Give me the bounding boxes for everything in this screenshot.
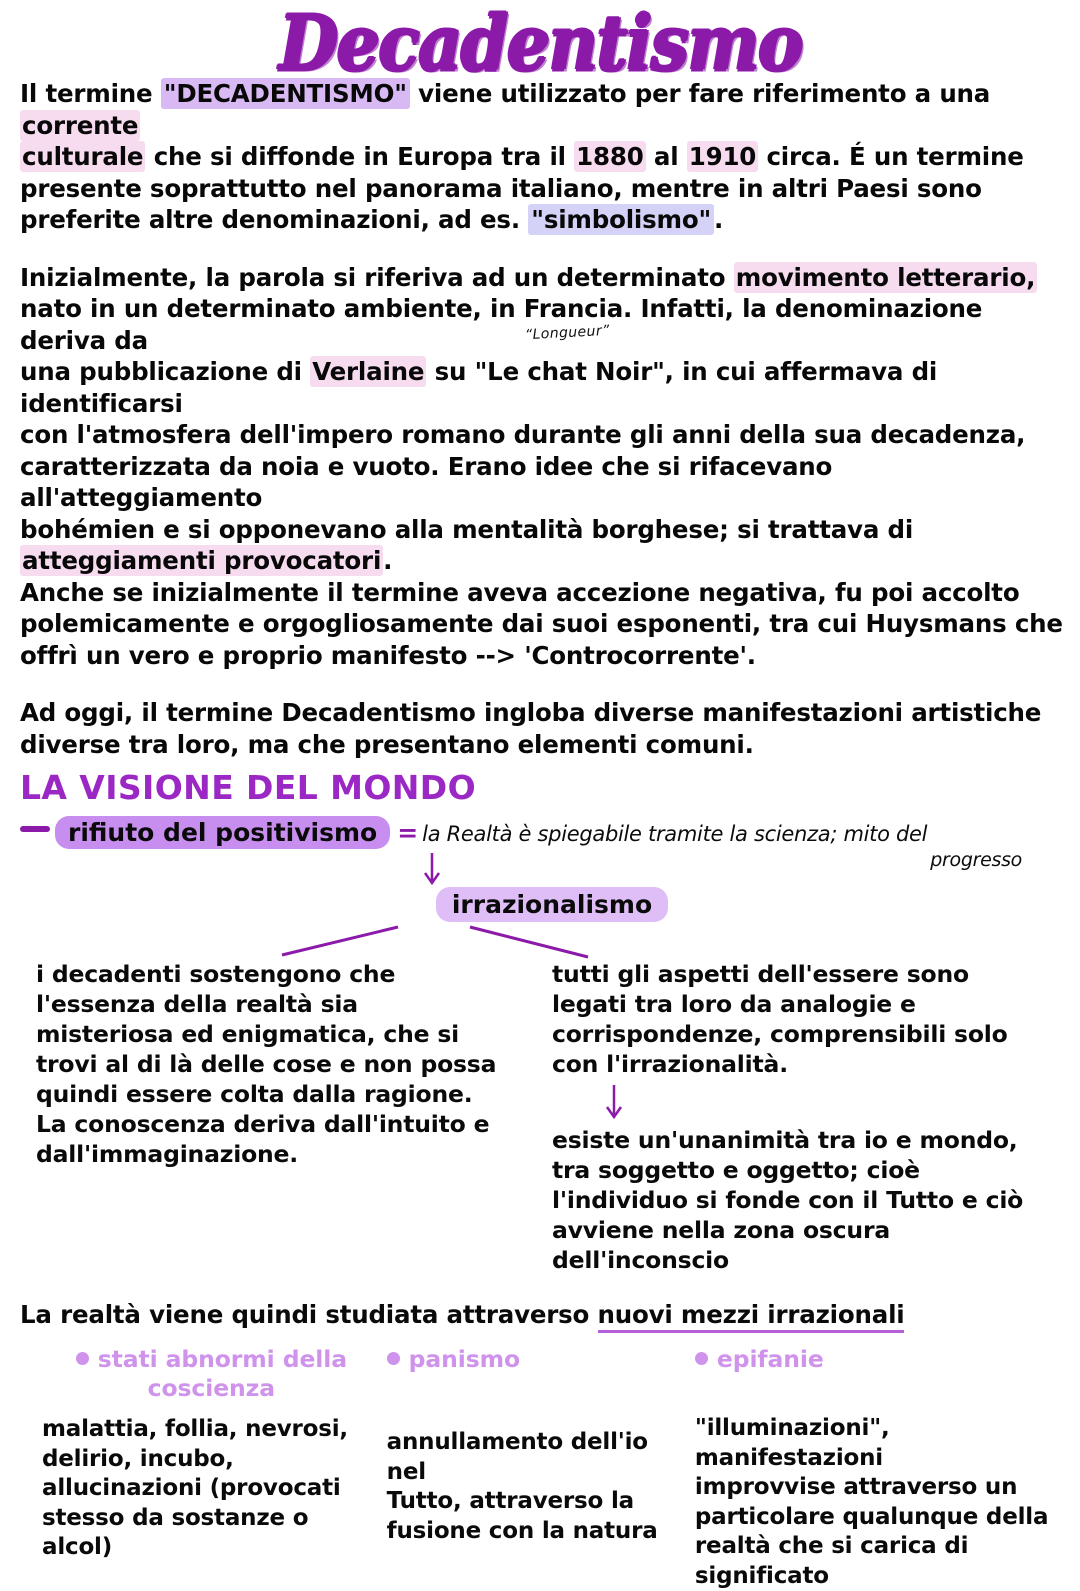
arrow-down-to-irrazionalismo-icon [20,851,1080,891]
arrow-down-container [20,851,1064,889]
branch-connectors-container [20,921,1064,959]
p4-line-2: diverse tra loro, ma che presentano elementi comuni. [20,729,754,759]
spacer [20,760,1064,768]
intro-line-3: presente soprattutto nel panorama italiano, mentre in altri Paesi sono [20,173,982,203]
brb-line-5: dell'inconscio [552,1246,729,1274]
highlight-atteggiamenti-provocatori: atteggiamenti provocatori [22,546,382,575]
bullet-1-label-l1: stati abnormi della [97,1345,347,1373]
bullet-1-label-l2: coscienza [147,1374,276,1402]
intro-text-7: . [714,205,724,234]
b3-l3: particolare qualunque della [694,1503,1049,1530]
p2-line-5: caratterizzata da noia e vuoto. Erano idee che si rifacevano all'atteggiamento [20,451,833,512]
p3-line-1: Anche se inizialmente il termine aveva accezione negativa, fu poi accolto [20,577,1020,607]
diagram-row-irrazionalismo [20,889,1064,921]
bottom-lead-a: La realtà viene quindi studiata attraverso [20,1300,598,1329]
handwritten-note-line-1: la Realtà è spiegabile tramite la scienza; mito del [422,822,928,846]
bullet-dot-icon [387,1352,400,1365]
paragraph-huysmans [20,577,1064,672]
bottom-body-2 [387,1428,685,1546]
bullet-heading-1 [42,1345,375,1403]
concept-diagram [20,816,1064,1275]
p3-line-3: offrì un vero e proprio manifesto --> 'Controcorrente'. [20,640,756,670]
intro-text-5: circa. É un termine [758,142,1024,171]
handwritten-note-line-2: progresso [930,849,1022,871]
title-bar [0,0,1080,89]
paragraph-ad-oggi [20,697,1064,760]
bullet-3-label-l1: epifanie [716,1345,824,1373]
document-body [0,78,1080,1591]
brb-line-4: avviene nella zona oscura [552,1216,890,1244]
highlight-culturale: culturale [22,142,144,171]
spacer [42,1403,375,1415]
p2-text-2: una pubblicazione di [20,357,311,386]
intro-paragraph [20,78,1064,236]
highlight-year-1910: 1910 [688,142,757,171]
p2-line-2: nato in un determinato ambiente, in Francia. Infatti, la denominazione deriva da [20,294,983,355]
bottom-body-3 [695,1414,1064,1591]
diagram-column-left [20,959,520,1275]
highlight-year-1880: 1880 [576,142,644,171]
p2-text-3: su "Le chat Noir", in cui affermava di identificarsi [20,357,938,418]
highlight-decadentismo: "DECADENTISMO" [161,78,410,109]
bottom-three-columns [20,1345,1064,1591]
arrow-down-right-container [552,1079,1060,1125]
b3-l4: realtà che si carica di [694,1533,969,1559]
branch-right-bottom-text [552,1125,1060,1275]
bullet-dot-icon [695,1352,708,1365]
p2-line-4: con l'atmosfera dell'impero romano durante gli anni della sua decadenza, [20,420,1026,449]
spacer [20,671,1064,697]
highlight-corrente: corrente [22,110,139,140]
highlight-verlaine: Verlaine [312,357,425,386]
arrow-down-to-unanimita-icon [552,1079,1080,1125]
spacer [695,1374,1064,1414]
section-heading-visione-del-mondo: LA VISIONE DEL MONDO [20,768,477,807]
page-title: Decadentismo [278,0,802,89]
bl-line-2: l'essenza della realtà sia [36,990,358,1018]
bottom-lead-text [20,1299,1064,1331]
node-rifiuto-del-positivismo: rifiuto del positivismo [55,816,390,849]
p4-line-1: Ad oggi, il termine Decadentismo ingloba diverse manifestazioni artistiche [20,698,1042,727]
b1-l4: stesso da sostanze o [42,1504,309,1531]
bl-line-7: dall'immaginazione. [36,1140,299,1168]
b1-l2: delirio, incubo, [42,1445,234,1472]
spacer [387,1374,685,1428]
b1-l1: malattia, follia, nevrosi, [42,1416,348,1442]
dash-icon [20,826,50,832]
bullet-heading-2 [387,1345,685,1374]
brt-line-3: corrispondenze, comprensibili solo [552,1020,1008,1048]
intro-text-6: preferite altre denominazioni, ad es. [20,205,529,234]
diagram-two-columns [20,959,1064,1275]
bl-line-3: misteriosa ed enigmatica, che si [36,1020,459,1048]
bottom-column-epifanie [685,1345,1064,1591]
brt-line-2: legati tra loro da analogie e [552,990,916,1018]
b1-l5: alcol) [42,1534,113,1560]
bl-line-5: quindi essere colta dalla ragione. [36,1080,473,1108]
b1-l3: allucinazioni (provocati [42,1475,341,1501]
bullet-heading-3 [695,1345,1064,1374]
p2-text-1: Inizialmente, la parola si riferiva ad un determinato [20,262,734,292]
diagram-column-right [520,959,1060,1275]
brb-line-2: tra soggetto e oggetto; cioè [552,1156,920,1184]
bullet-dot-icon [76,1352,89,1365]
spacer [20,1331,1064,1345]
branch-lines-icon [20,921,1080,961]
highlight-movimento-letterario: movimento letterario, [735,262,1036,292]
bl-line-6: La conoscenza deriva dall'intuito e [36,1110,490,1138]
spacer [20,236,1064,262]
b3-l5: significato [694,1562,829,1589]
bl-line-1: i decadenti sostengono che [36,960,396,988]
brb-line-1: esiste un'unanimità tra io e mondo, [552,1126,1018,1154]
branch-right-top-text [552,959,1060,1079]
bottom-body-1 [42,1415,375,1563]
diagram-row-rifiuto [20,816,1064,871]
intro-text-3: che si diffonde in Europa tra il [145,142,575,171]
p2-text-4: . [383,546,393,575]
intro-text-4: al [645,142,687,171]
node-irrazionalismo: irrazionalismo [436,887,668,922]
b3-l2: improvvise attraverso un [694,1474,1018,1500]
spacer [20,808,1064,816]
bottom-column-stati-abnormi [20,1345,375,1591]
b2-l1: annullamento dell'io nel [386,1429,648,1485]
b2-l2: Tutto, attraverso la [386,1488,634,1514]
intro-text-2: viene utilizzato per fare riferimento a una [409,79,991,108]
underlined-nuovi-mezzi-irrazionali: nuovi mezzi irrazionali [598,1300,905,1333]
p2-line-6: bohémien e si opponevano alla mentalità borghese; si trattava di [20,514,914,544]
bottom-column-panismo [375,1345,685,1591]
paragraph-verlaine [20,262,1064,577]
equals-sign: = [397,818,419,847]
branch-left-text [36,959,520,1169]
p3-line-2: polemicamente e orgogliosamente dai suoi esponenti, tra cui Huysmans che [20,609,1063,638]
bl-line-4: trovi al di là delle cose e non possa [36,1050,497,1078]
bullet-2-label-l1: panismo [408,1345,521,1373]
highlight-simbolismo: "simbolismo" [528,204,714,235]
brb-line-3: l'individuo si fonde con il Tutto e ciò [552,1186,1024,1214]
brt-line-4: con l'irrazionalità. [552,1050,788,1078]
intro-text-1: Il termine [20,79,161,108]
b3-l1: "illuminazioni", manifestazioni [694,1415,890,1471]
brt-line-1: tutti gli aspetti dell'essere sono [552,960,969,988]
spacer [20,1275,1064,1299]
handwritten-longueur: “Longueur” [524,322,611,343]
b2-l3: fusione con la natura [386,1517,658,1544]
